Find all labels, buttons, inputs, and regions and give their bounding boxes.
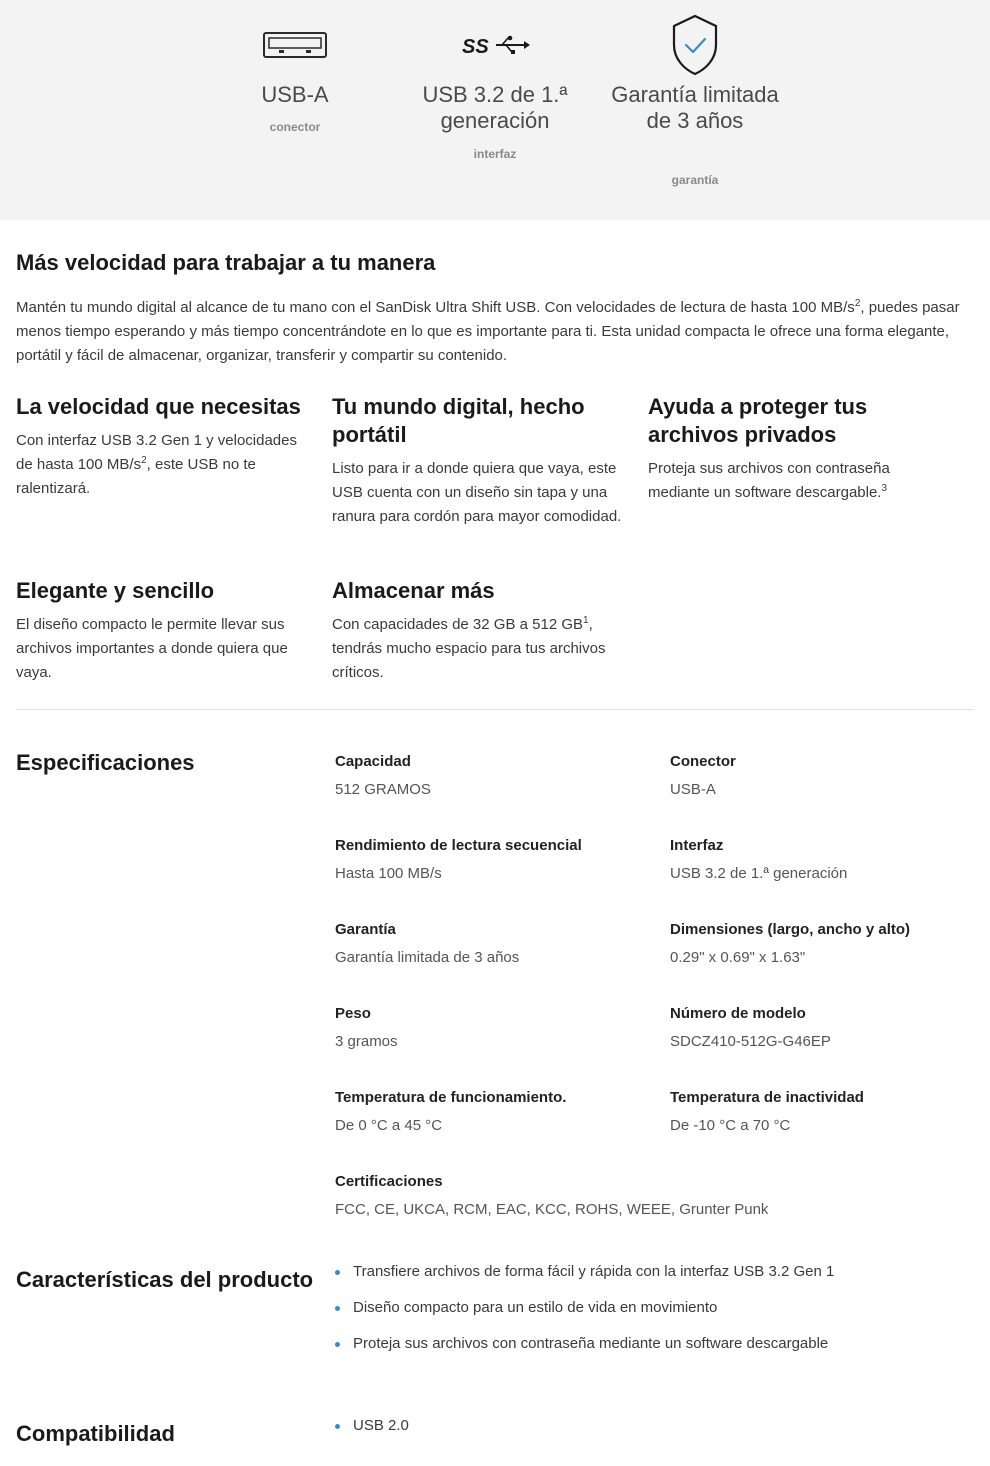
highlights-band [0,0,990,220]
shield-check-icon [670,10,720,80]
feature-title: Tu mundo digital, hecho portátil [332,394,585,447]
spec-label: Garantía [335,921,396,938]
highlight-caption: conector [269,120,321,134]
intro-title: Más velocidad para trabajar a tu manera [16,250,436,275]
spec-label: Número de modelo [670,1005,806,1022]
list-item: Diseño compacto para un estilo de vida en movimiento [335,1298,834,1318]
intro-text: Mantén tu mundo digital al alcance de tu mano con el SanDisk Ultra Shift USB. Con velocidades de lectura de hasta 100 $MB/s^2$, puedes pasar menos tiempo esperando y más tiempo concentrándote en lo que es importante para ti. Esta unidad compacta le ofrece una forma elegante, portátil y fácil de almacenar, organizar, transferir y compartir su contenido. [16,298,960,364]
spec-label: Capacidad [335,753,411,770]
specs-title: Especificaciones [16,750,195,775]
usb-a-connector-icon [262,10,328,80]
spec-operating-temp [335,1088,655,1136]
feature-title: La velocidad que necesitas [16,394,301,419]
spec-value: Garantía limitada de 3 años [335,949,520,966]
spec-model-number [670,1004,990,1052]
spec-label: Interfaz [670,837,724,854]
superspeed-usb-icon-text: SS [462,36,489,58]
spec-value: 0.29" x 0.69" x 1.63" [670,949,806,966]
highlight-value: USB-A [261,82,329,107]
compatibility-title: Compatibilidad [16,1421,175,1446]
spec-label: Conector [670,753,736,770]
spec-label: Certificaciones [335,1173,443,1190]
spec-label: Rendimiento de lectura secuencial [335,837,582,854]
feature-title: Elegante y sencillo [16,578,215,603]
spec-connector [670,752,990,800]
spec-capacity [335,752,655,800]
spec-value: FCC, CE, UKCA, RCM, EAC, KCC, ROHS, WEEE, Grunter Punk [335,1201,769,1218]
bullet-dot-icon [335,1306,340,1311]
highlight-value: USB 3.2 de 1.ª generación [422,82,568,133]
feature-speed [16,393,306,501]
spec-value: SDCZ410-512G-G46EP [670,1033,831,1050]
spec-weight [335,1004,655,1052]
highlight-caption: garantía [671,173,719,187]
spec-dimensions [670,920,990,968]
spec-value: De 0 °C a 45 °C [335,1117,443,1134]
feature-text: Con interfaz USB 3.2 Gen 1 y velocidades de hasta 100 $MB/s^2$, este USB no te ralentizará. [16,432,297,497]
feature-title: Ayuda a proteger tus archivos privados [648,394,868,447]
spec-certifications [335,1172,935,1220]
feature-text: El diseño compacto le permite llevar sus archivos importantes a donde quiera que vaya. [16,616,288,681]
spec-value: 512 GRAMOS [335,781,431,798]
characteristics-list [335,1262,834,1370]
feature-storage [332,577,622,685]
spec-value: Hasta 100 MB/s [335,865,442,882]
feature-elegant [16,577,306,685]
spec-label: Temperatura de inactividad [670,1089,864,1106]
spec-value: USB-A [670,781,716,798]
spec-label: Dimensiones (largo, ancho y alto) [670,921,911,938]
superspeed-usb-icon [460,10,530,80]
bullet-dot-icon [335,1342,340,1347]
bullet-dot-icon [335,1424,340,1429]
spec-warranty [335,920,655,968]
spec-value: USB 3.2 de 1.ª generación [670,865,848,882]
feature-text: Con capacidades de 32 GB a 512 $GB^1$, tendrás mucho espacio para tus archivos críticos. [332,615,606,681]
highlight-caption: interfaz [473,147,517,161]
list-item: Transfiere archivos de forma fácil y rápida con la interfaz USB 3.2 Gen 1 [335,1262,834,1282]
spec-idle-temp [670,1088,990,1136]
spec-interface [670,836,990,884]
spec-value: 3 gramos [335,1033,398,1050]
spec-value: De -10 °C a 70 °C [670,1117,791,1134]
feature-text: Listo para ir a donde quiera que vaya, este USB cuenta con un diseño sin tapa y una ranura para cordón para mayor comodidad. [332,460,622,525]
feature-portable [332,393,622,529]
feature-protect [648,393,938,505]
spec-label: Temperatura de funcionamiento. [335,1089,567,1106]
bullet-dot-icon [335,1270,340,1275]
highlight-value: Garantía limitada de 3 años [611,82,779,133]
compatibility-list [335,1416,409,1452]
spec-read-speed [335,836,655,884]
feature-text: Proteja sus archivos con contraseña mediante un software descargable.$^3$ [648,460,890,501]
section-divider [16,709,974,710]
characteristics-title: Características del producto [16,1267,314,1292]
feature-title: Almacenar más [332,578,495,603]
spec-label: Peso [335,1005,371,1022]
list-item: Proteja sus archivos con contraseña mediante un software descargable [335,1334,834,1354]
list-item: USB 2.0 [335,1416,409,1436]
